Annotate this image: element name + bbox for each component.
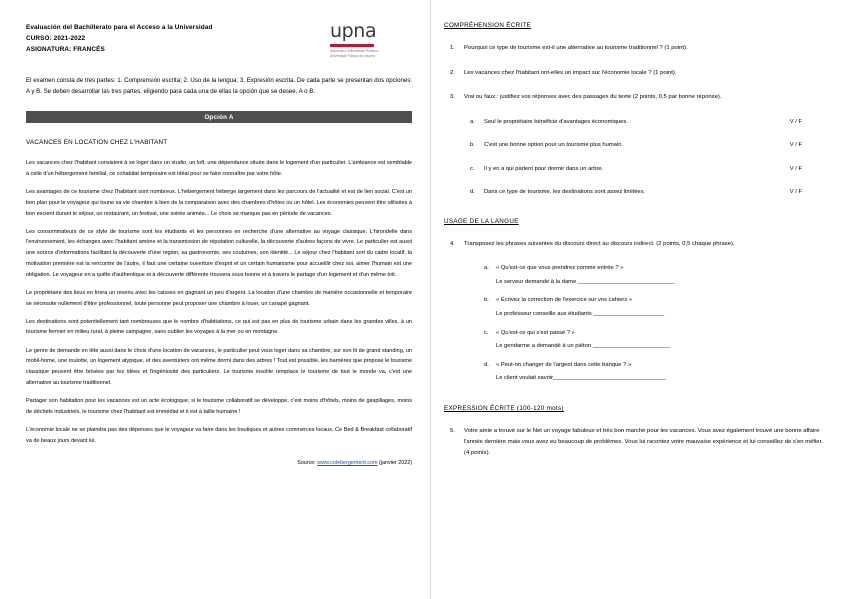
header-text-block [26,22,212,56]
item-text: Seul le propriétaire bénéficie d'avantages économiques. [484,118,628,125]
question-text: Transposez les phrases suivantes du discours direct au discours indirect. (2 points, 0,5 chaque phrase). [464,240,735,247]
reading-title: VACANCES EN LOCATION CHEZ L'HABITANT [26,139,168,147]
item-letter: b. [470,142,475,149]
header-line-course: CURSO: 2021-2022 [26,35,86,43]
upna-logo-wordmark: upna [330,20,377,42]
question-number: 3. [450,94,455,101]
item-letter: b. [484,297,489,304]
reading-paragraph: Les vacances chez l'habitant consistent à se loger dans un studio, un loft, une dépendance située dans le logement d'un particulier. L'ambiance est semblable à celle d'un hébergement familial, ce cohabitat temporaire est idéal pour se faire connaître par votre hôte. [26,160,412,177]
reading-paragraph: Les destinations sont potentiellement tant nombreuses que le nombre d'habitations, ce qui est pas en plus de tourisme urbain dans les grandes villes, à un tourisme fermier en milieu rural, à pleine campagne, sans oublier les voyages à la mer ou en montagne. [26,318,412,336]
item-prompt: « Qu'est-ce qui s'est passé ? » [496,329,575,336]
vf-choice[interactable]: V / F [789,165,802,172]
exam-instructions: El examen consta de tres partes: 1. Comprensión escrita; 2. Uso de la lengua; 3. Expresión escrita. De cada parte se presentan dos opciones: A y B. Se deben desarrollar las tres partes, eligiendo para cada una de ellas la opción que se desee, A o B. [26,76,412,95]
item-letter: d. [470,189,475,196]
reading-paragraph: L'économie locale ne se plaindra pas des dépenses que le voyageur va faire dans les boutiques et autres commerces locaux. Ce Bed & Breakfast collaboratif va de beaux jours devant lui. [26,427,412,444]
item-text: Dans ce type de tourisme, les destinations sont assez limitées. [484,189,646,196]
question-text: Votre amie a trouvé sur le Net un voyage fabuleux et très bon marché pour les vacances. Vous avez également trouvé une bonne affaire l'année dernière mais vous avez eu beaucoup de problèmes. Vous lui racontez votre mauvaise expérience et lui conseillez de s'en méfier. (4 points). [464,427,823,457]
vf-item-c [444,164,826,174]
question-2 [444,68,826,79]
source-date: (janvier 2022) [377,460,412,467]
transpose-item-b [444,295,826,320]
upna-logo-subtitle: Nafarroako Unibertsitate Publikoa / Universidad Pública de Navarra [330,49,380,58]
upna-logo [330,20,390,59]
answer-line[interactable]: Le serveur demande à la dame ______________________________ [496,278,675,285]
document-header [26,22,412,59]
answer-line[interactable]: Le gendarme a demandé à un piéton ________________________ [496,343,671,350]
vf-choice[interactable]: V / F [789,118,802,125]
question-text: Les vacances chez l'habitant ont-elles un impact sur l'économie locale ? (1 point). [464,69,677,76]
question-number: 4. [450,240,455,247]
question-number: 5. [450,427,455,434]
answer-line[interactable]: Le client voulait savoir___________________________________ [496,375,666,382]
section-title-language-use: USAGE DE LA LANGUE [444,217,519,225]
reading-paragraph: Le genre de demande en tête aussi dans le choix d'une location de vacances, le particulier peut vous loger dans sa chambre, sur son lit de grand standing, un mobil-home, une roulotte, un logement atypique, et des aventuriers ont même dormi dans des arbres ! Tout est possible, les barrières que propose le tourisme classique peuvent être brisées par les idées et l'ingéniosité des particuliers. Le tourisme insolite remplace le tourisme de tout le monde va, c'est une alternative au tourisme traditionnel. [26,347,412,386]
reading-paragraph: Partager son habitation pour les vacances est un acte écologique, si le tourisme collaboratif se développe, c'est moins d'hôtels, moins de gaspillages, moins de déchets industriels, le tourisme chez l'habitant est immédiat et il est à taille humaine ! [26,398,412,415]
source-label: Source: [297,460,318,467]
vf-item-a [444,117,826,127]
section-title-written-expression: EXPRESSION ÉCRITE (100-120 mots) [444,404,564,412]
item-letter: c. [470,165,475,172]
vf-choice[interactable]: V / F [789,142,802,149]
reading-text [26,158,412,446]
reading-paragraph: Les consommateurs de ce style de tourisme sont les étudiants et les personnes en recherche d'une alternative au voyage classique. L'hirondelle dans l'environnement, les échanges avec l'habitant amène et la transmission de réputation culturelle, la découverte d'autres façons de vivre. Le particulier est aussi une source d'informations facilitant la découverte d'une région, sa gastronomie, ses coutumes, son identité... Le séjour chez l'habitant sort du cadre locatif, la motivation première est la rencontre de l'autre, il faut une certaine ouverture d'esprit et un certain humanisme pour accueillir chez soi, aimer l'humain est une obligation. Le voyageur en a quête d'authentique et à découverte différente trouvera sous bonne et à travers le partage d'un logement et d'un même toit. [26,228,412,278]
item-prompt: « Écrivez la correction de l'exercice sur vos cahiers » [496,297,633,304]
header-line-exam: Evaluación del Bachillerato para el Acceso a la Universidad [26,24,213,31]
item-letter: a. [484,265,489,272]
question-number: 2. [450,69,455,76]
item-letter: d. [484,361,489,368]
vf-choice[interactable]: V / F [789,189,802,196]
option-a-banner: Opción A [26,111,412,123]
transpose-item-a [444,263,826,288]
reading-paragraph: Les avantages de ce tourisme chez l'habitant sont nombreux. L'hébergement héberge largement dans les parcours de l'actualité et est de lien social. C'est un bon plan pour le voyageur qui toune sa vie chambre à bien de la comparaison avec des chambres d'hôtes ou un hôtel. Les économies peuvent être utilisées à bon escient durant le séjour, un restaurant, un festival, une soirée animée... Le choix se manque pas en période de vacances. [26,189,412,217]
question-1 [444,43,826,54]
transpose-item-c [444,328,826,353]
item-letter: a. [470,118,475,125]
item-letter: c. [484,329,489,336]
item-prompt: « Peut-on changer de l'argent dans cette banque ? » [496,361,632,368]
reading-paragraph: Le propriétaire des lieux en tirera un revenu avec les caisses en gagnant un peu d'argent. La location d'une chambre de manière occasionnelle et temporaire se nécessite nullement d'être professionnel, toute personne peut proposer une chambre à louer, un canapé gagnant. [26,289,412,307]
item-text: Il y en a qui parlent pour dormir dans un arbre. [484,165,604,172]
right-column [430,0,848,599]
source-line [26,460,412,466]
question-text: Pourquoi ce type de tourisme est-il une alternative au tourisme traditionnel ? (1 point). [464,45,688,51]
item-text: C'est une bonne option pour un tourisme plus humain. [484,142,624,149]
question-3 [444,92,826,103]
vf-item-b [444,140,826,150]
header-line-subject: ASIGNATURA: FRANCÉS [26,46,105,54]
transpose-item-d [444,360,826,385]
source-link[interactable]: www.colebergement.com [317,460,378,467]
question-number: 1. [450,45,455,51]
question-5 [444,426,826,460]
item-prompt: « Qu'est-ce que vous prendrez comme entrée ? » [496,265,624,272]
vf-item-d [444,187,826,197]
section-title-comprehension: COMPRÉHENSION ÉCRITE [444,22,532,29]
question-4 [444,239,826,250]
upna-logo-bar [330,44,374,47]
question-text: Vrai ou faux : justifiez vos réponses avec des passages du texte (2 points, 0,5 par bonne réponse). [464,94,722,101]
answer-line[interactable]: Le professeur conseille aux étudiants ______________________ [496,310,665,317]
